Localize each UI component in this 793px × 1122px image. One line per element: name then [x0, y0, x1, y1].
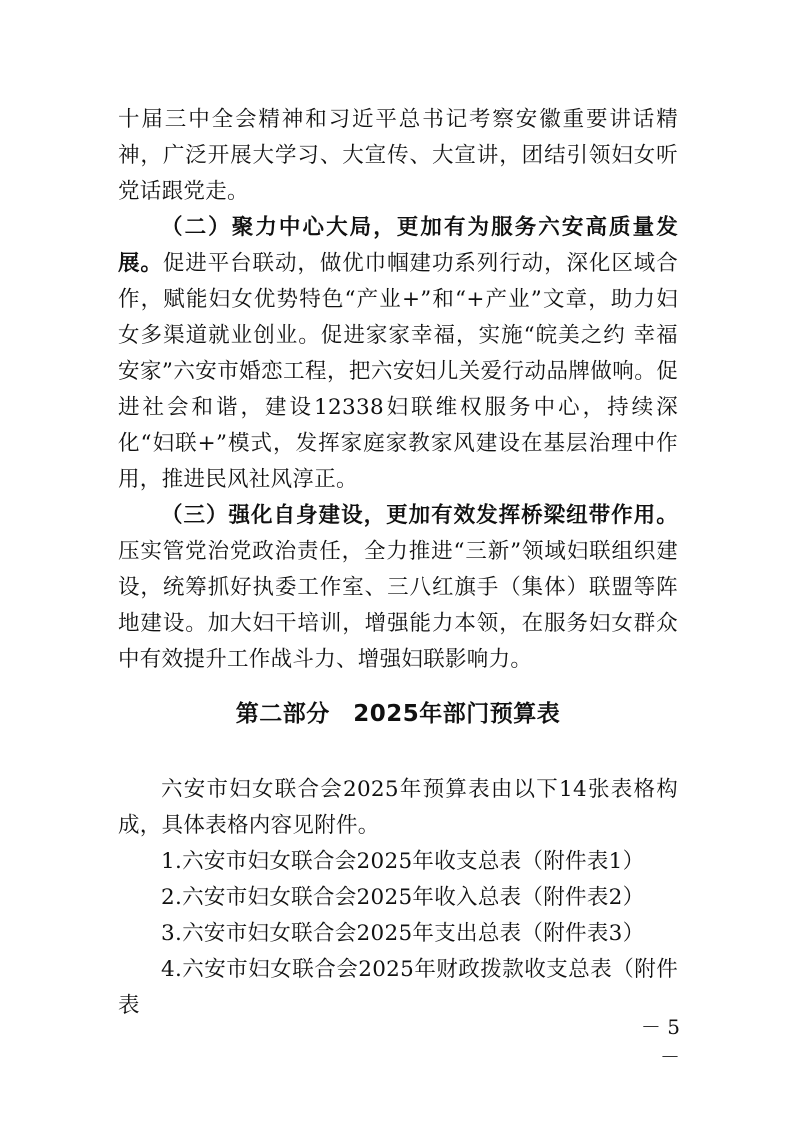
list-item: [118, 844, 678, 880]
list-item: [118, 916, 678, 952]
list-item: [118, 952, 678, 1024]
section-3-heading: （三）强化自身建设，更加有效发挥桥梁纽带作用。: [161, 503, 678, 528]
paragraph-text: 六安市妇女联合会2025年预算表由以下14张表格构成，具体表格内容见附件。: [118, 777, 678, 838]
list-item-text: 2.六安市妇女联合会2025年收入总表（附件表2）: [161, 885, 645, 910]
paragraph-section-3: [118, 498, 678, 678]
list-item-text: 1.六安市妇女联合会2025年收支总表（附件表1）: [161, 849, 645, 874]
section-heading-part-2: 第二部分 2025年部门预算表: [235, 701, 561, 727]
paragraph-continuation: [118, 102, 678, 210]
paragraph-section-2: [118, 210, 678, 498]
body-text-bottom: [118, 772, 678, 1024]
section-2-heading: （二）聚力中心大局，更加有为服务六安高质量发展。: [118, 215, 678, 276]
paragraph-text: 促进平台联动，做优巾帼建功系列行动，深化区域合作，赋能妇女优势特色“产业+”和“+产业”文章，助力妇女多渠道就业创业。促进家家幸福，实施“皖美之约 幸福安家”六安市婚恋工程，把六安妇儿关爱行动品牌做响。促进社会和谐，建设12338妇联维权服务中心，持续深化“妇联+”模式，发挥家庭家教家风建设在基层治理中作用，推进民风社风淳正。: [118, 251, 678, 492]
paragraph-text: 压实管党治党政治责任，全力推进“三新”领域妇联组织建设，统筹抓好执委工作室、三八红旗手（集体）联盟等阵地建设。加大妇干培训，增强能力本领，在服务妇女群众中有效提升工作战斗力、增强妇联影响力。: [118, 539, 678, 672]
list-item-text: 4.六安市妇女联合会2025年财政拨款收支总表（附件表: [118, 957, 678, 1018]
paragraph-intro: [118, 772, 678, 844]
paragraph-text: 十届三中全会精神和习近平总书记考察安徽重要讲话精神，广泛开展大学习、大宣传、大宣讲，团结引领妇女听党话跟党走。: [118, 107, 678, 204]
page-number: － 5 －: [640, 1015, 680, 1069]
list-item-text: 3.六安市妇女联合会2025年支出总表（附件表3）: [161, 921, 645, 946]
list-item: [118, 880, 678, 916]
body-text-top: [118, 102, 678, 678]
